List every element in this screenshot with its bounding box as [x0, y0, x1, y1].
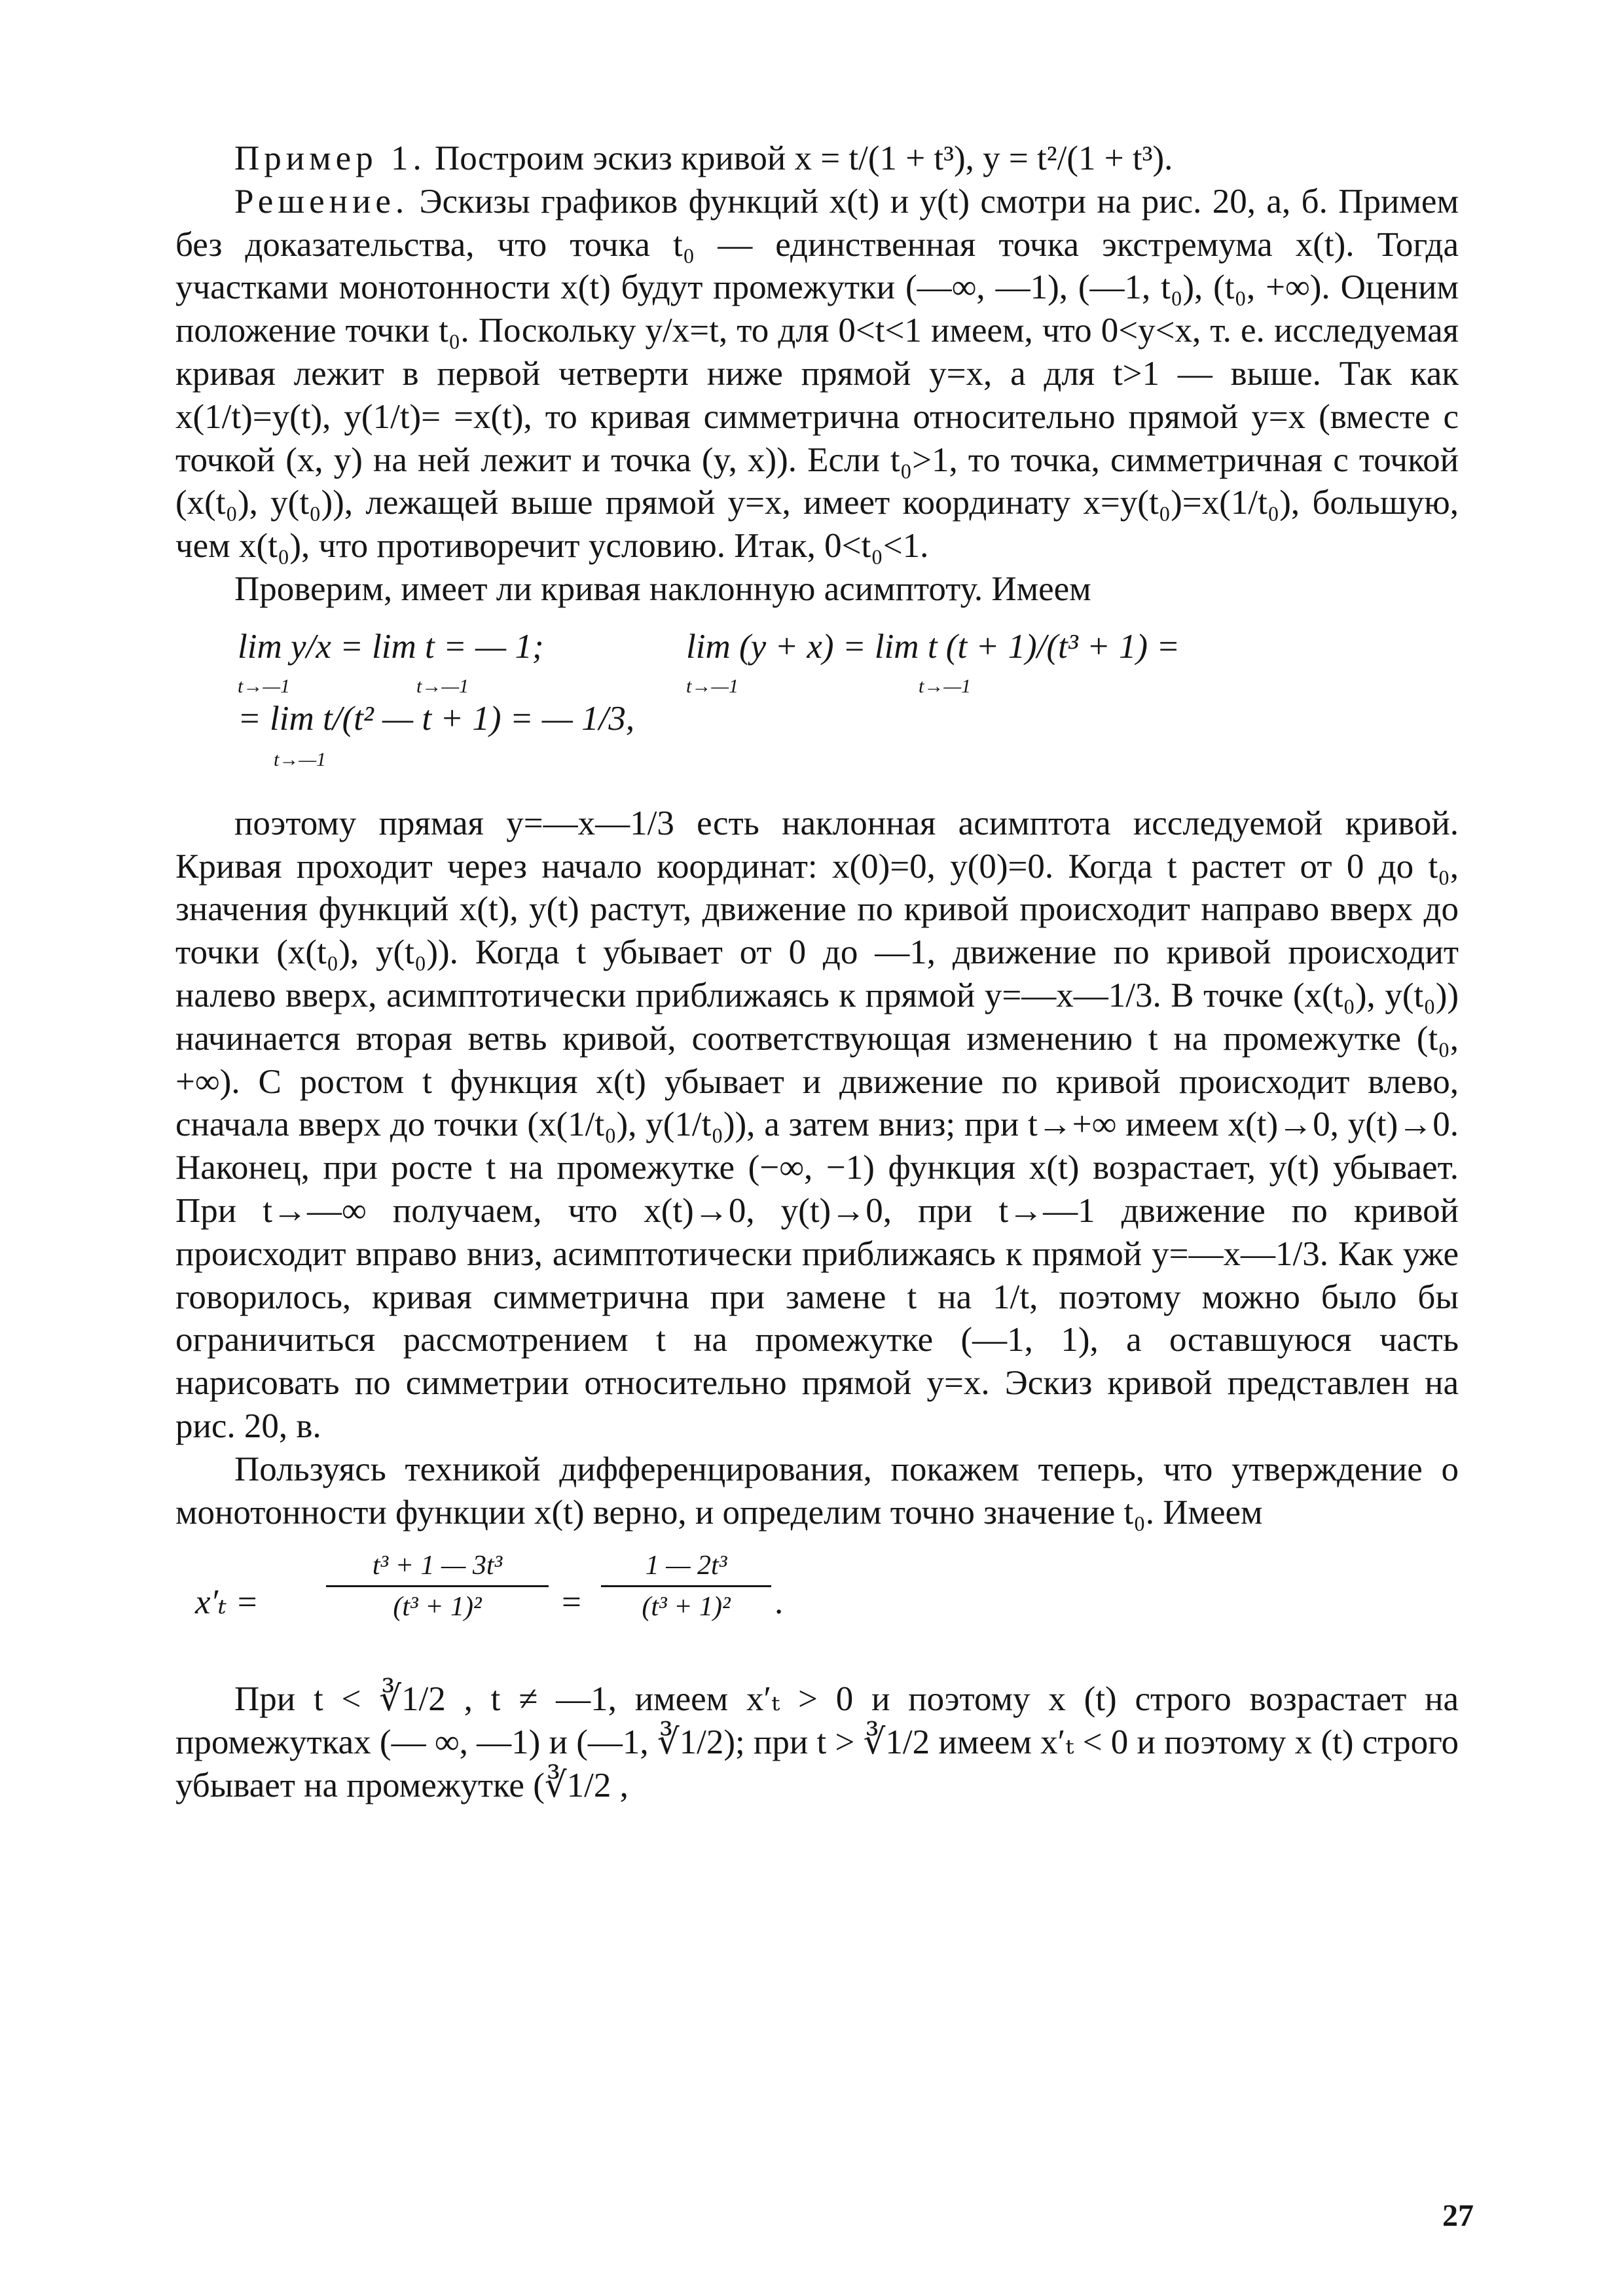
limit-subscript-2: t→—1 [416, 675, 469, 697]
paragraph-analysis: поэтому прямая y=—x—1/3 есть наклонная асимптота исследуемой кривой. Кривая проходит через начало координат: x(0)=0, y(0)=0. Когда t растет от 0 до t₀, значения функций x(t), y(t) растут, движение по кривой происходит направо вверх до точки (x(t₀), y(t₀)). Когда t убывает от 0 до —1, движение по кривой происходит налево вверх, асимптотически приближаясь к прямой y=—x—1/3. В точке (x(t₀), y(t₀)) начинается вторая ветвь кривой, соответствующая изменению t на промежутке (t₀, +∞). С ростом t функция x(t) убывает и движение по кривой происходит влево, сначала вверх до точки (x(1/t₀), y(1/t₀)), а затем вниз; при t→+∞ имеем x(t)→0, y(t)→0. Наконец, при росте t на промежутке (−∞, −1) функция x(t) возрастает, y(t) убывает. При t→—∞ получаем, что x(t)→0, y(t)→0, при t→—1 движение по кривой происходит вправо вниз, асимптотически приближаясь к прямой y=—x—1/3. Как уже говорилось, кривая симметрична при замене t на 1/t, поэтому можно было бы ограничиться рассмотрением t на промежутке (—1, 1), а оставшуюся часть нарисовать по симметрии относительно прямой y=x. Эскиз кривой представлен на рис. 20, в. [175, 804, 1459, 1445]
paragraph-asymptote-intro: Проверим, имеет ли кривая наклонную асимптоту. Имеем [234, 569, 1091, 608]
derivative-fraction-1 [326, 1547, 549, 1625]
derivative-period: . [775, 1583, 784, 1622]
limits-formula [175, 626, 1459, 789]
limit-subscript-4: t→—1 [919, 675, 972, 697]
limit-line-1a: lim y/x = lim t = — 1; [238, 627, 544, 666]
limit-subscript-3: t→—1 [686, 675, 739, 697]
limit-line-2: = lim t/(t² — t + 1) = — 1/3, [238, 699, 635, 738]
derivative-formula [175, 1547, 1459, 1659]
derivative-lhs: x′ₜ = [195, 1583, 259, 1622]
example-label: Пример 1. [234, 139, 426, 177]
limit-subscript-5: t→—1 [274, 748, 327, 770]
fraction-2-numerator: 1 — 2t³ [645, 1551, 727, 1581]
limit-subscript-1: t→—1 [238, 675, 291, 697]
paragraph-example [175, 137, 1459, 181]
example-text: Построим эскиз кривой x = t/(1 + t³), y = t²/(1 + t³). [426, 139, 1173, 177]
fraction-1-numerator: t³ + 1 — 3t³ [372, 1551, 503, 1581]
solution-text: Эскизы графиков функций x(t) и y(t) смотри на рис. 20, а, б. Примем без доказательства, что точка t₀ — единственная точка экстремума x(t). Тогда участками монотонности x(t) будут промежутки (—∞, —1), (—1, t₀), (t₀, +∞). Оценим положение точки t₀. Поскольку y/x=t, то для 0<t<1 имеем, что 0<y<x, т. е. исследуемая кривая лежит в первой четверти ниже прямой y=x, а для t>1 — выше. Так как x(1/t)=y(t), y(1/t)= =x(t), то кривая симметрична относительно прямой y=x (вместе с точкой (x, y) на ней лежит и точка (y, x)). Если t₀>1, то точка, симметричная с точкой (x(t₀), y(t₀)), лежащей выше прямой y=x, имеет координату x=y(t₀)=x(1/t₀), большую, чем x(t₀), что противоречит условию. Итак, 0<t₀<1. [175, 182, 1459, 565]
solution-label: Решение. [234, 182, 409, 221]
derivative-equals: = [562, 1583, 581, 1622]
paragraph-solution [175, 181, 1459, 568]
page-number: 27 [1442, 2198, 1474, 2233]
page-body [175, 137, 1459, 1808]
limit-line-1b: lim (y + x) = lim t (t + 1)/(t³ + 1) = [686, 627, 1180, 666]
paragraph-monotonicity: При t < ∛1/2 , t ≠ —1, имеем x′ₜ > 0 и поэтому x (t) строго возрастает на промежутках (— ∞, —1) и (—1, ∛1/2); при t > ∛1/2 имеем x′ₜ < 0 и поэтому x (t) строго убывает на промежутке (∛1/2 , [175, 1680, 1459, 1804]
fraction-2-denominator: (t³ + 1)² [642, 1592, 731, 1623]
paragraph-differentiation: Пользуясь техникой дифференцирования, покажем теперь, что утверждение о монотонности функции x(t) верно, и определим точно значение t₀. Имеем [175, 1450, 1459, 1532]
fraction-1-denominator: (t³ + 1)² [393, 1592, 482, 1623]
derivative-fraction-2 [601, 1547, 771, 1625]
